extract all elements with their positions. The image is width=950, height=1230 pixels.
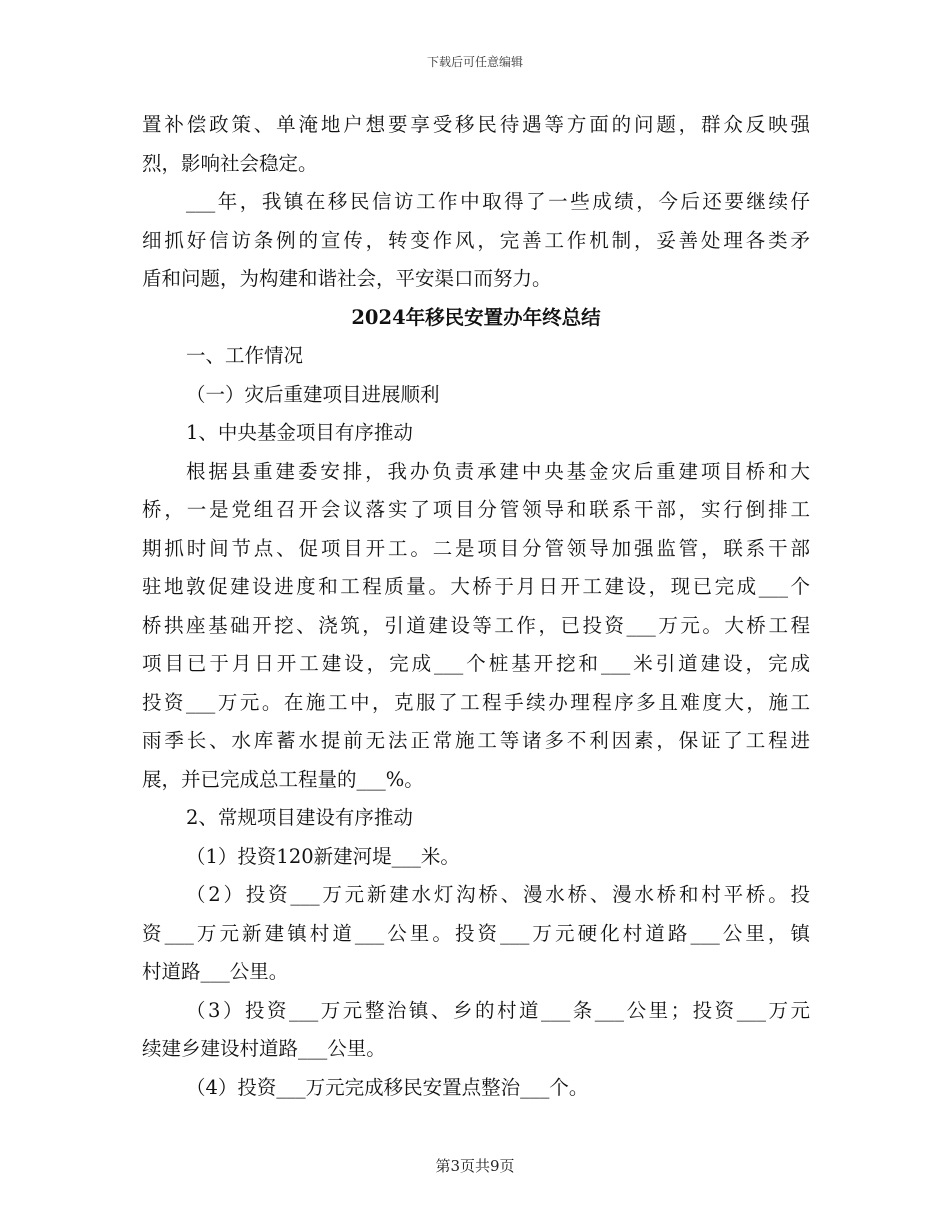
heading-level-3: 2、常规项目建设有序推动 [186, 806, 413, 829]
list-item: （1）投资120新建河堤___米。 [186, 844, 460, 868]
page-header-note: 下载后可任意编辑 [426, 55, 523, 69]
paragraph-line: 置补偿政策、单淹地户想要享受移民待遇等方面的问题，群众反映强 [142, 113, 810, 136]
paragraph-line: 驻地敦促建设进度和工程质量。大桥于月日开工建设，现已完成___个 [142, 575, 810, 598]
heading-level-1: 一、工作情况 [186, 344, 304, 367]
paragraph-line: 盾和问题，为构建和谐社会，平安渠口而努力。 [142, 267, 552, 290]
paragraph-line: 村道路___公里。 [142, 960, 289, 983]
paragraph-line: 投资___万元。在施工中，克服了工程手续办理程序多且难度大，施工 [142, 690, 810, 714]
list-item: （4）投资___万元完成移民安置点整治___个。 [186, 1075, 589, 1099]
paragraph-line: 烈，影响社会稳定。 [142, 151, 318, 175]
paragraph-line: 根据县重建委安排，我办负责承建中央基金灾后重建项目桥和大 [186, 459, 810, 483]
paragraph-line: 桥，一是党组召开会议落实了项目分管领导和联系干部，实行倒排工 [142, 498, 810, 521]
paragraph-line: ___年，我镇在移民信访工作中取得了一些成绩，今后还要继续仔 [186, 190, 810, 213]
section-title: 2024年移民安置办年终总结 [351, 305, 601, 329]
list-item: （3）投资___万元整治镇、乡的村道___条___公里；投资___万元 [186, 998, 810, 1022]
paragraph-line: 细抓好信访条例的宣传，转变作风，完善工作机制，妥善处理各类矛 [142, 228, 810, 252]
paragraph-line: 桥拱座基础开挖、浇筑，引道建设等工作，已投资___万元。大桥工程 [142, 613, 810, 637]
list-item: （2）投资___万元新建水灯沟桥、漫水桥、漫水桥和村平桥。投 [186, 883, 810, 906]
heading-level-2: （一）灾后重建项目进展顺利 [186, 382, 440, 406]
paragraph-line: 续建乡建设村道路___公里。 [142, 1037, 386, 1060]
page-number: 第3页共9页 [435, 1157, 515, 1175]
paragraph-line: 期抓时间节点、促项目开工。二是项目分管领导加强监管，联系干部 [142, 536, 810, 560]
paragraph-line: 展，并已完成总工程量的___%。 [142, 767, 424, 791]
document-body [142, 106, 810, 1107]
paragraph-line: 项目已于月日开工建设，完成___个桩基开挖和___米引道建设，完成 [142, 652, 810, 675]
heading-level-3: 1、中央基金项目有序推动 [186, 421, 413, 444]
paragraph-line: 雨季长、水库蓄水提前无法正常施工等诸多不利因素，保证了工程进 [142, 729, 810, 752]
paragraph-line: 资___万元新建镇村道___公里。投资___万元硬化村道路___公里，镇 [142, 921, 810, 945]
